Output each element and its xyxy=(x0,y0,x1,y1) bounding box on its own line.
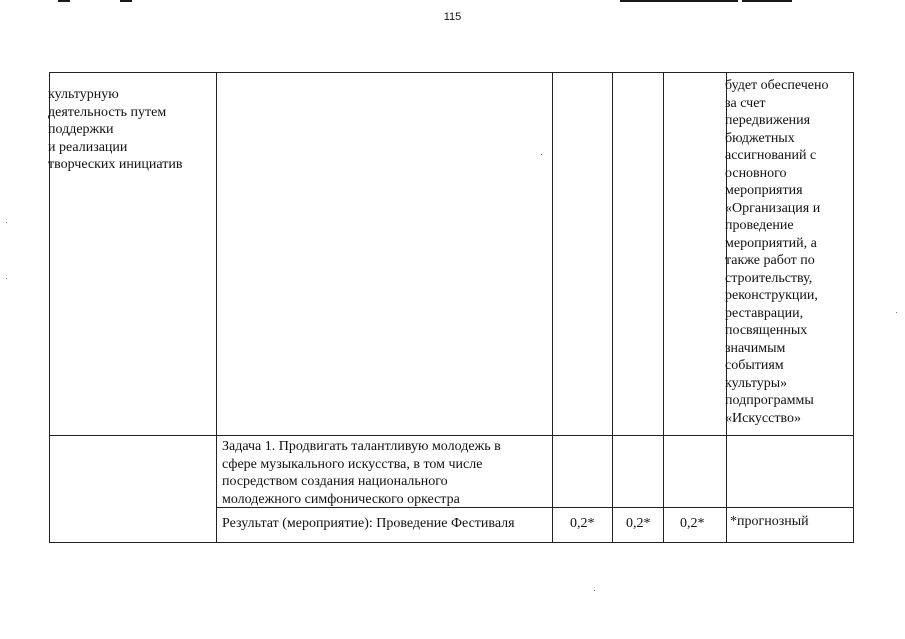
note-line: также работ по xyxy=(725,253,815,268)
column-divider xyxy=(612,73,613,542)
result-value: 0,2* xyxy=(680,516,705,531)
result-value: 0,2* xyxy=(570,516,595,531)
task-line: Задача 1. Продвигать талантливую молодежь в xyxy=(222,439,501,454)
note-line: «Искусство» xyxy=(725,410,801,426)
note-line: бюджетных xyxy=(725,130,795,146)
goal-cell xyxy=(48,86,213,174)
scan-speck xyxy=(6,278,7,279)
note-line: подпрограммы xyxy=(725,393,814,408)
result-label: Результат (мероприятие): Проведение Фестиваля xyxy=(222,516,515,531)
goal-line: творческих инициатив xyxy=(48,157,183,172)
task-line: посредством создания национального xyxy=(222,474,448,489)
goal-line: деятельность путем xyxy=(48,104,167,120)
note-line: событиям xyxy=(725,358,784,373)
task-line: сфере музыкального искусства, в том числе xyxy=(222,456,483,472)
result-note: *прогнозный xyxy=(730,514,809,529)
column-divider xyxy=(552,73,553,542)
note-line: культуры» xyxy=(725,375,788,391)
cropped-top-fragments xyxy=(0,0,905,6)
scan-speck xyxy=(896,312,897,313)
column-divider xyxy=(663,73,664,542)
note-line: реконструкции, xyxy=(725,288,818,303)
task-cell xyxy=(222,438,552,508)
result-value: 0,2* xyxy=(626,516,651,531)
note-line: будет обеспечено xyxy=(725,78,829,93)
note-line: основного xyxy=(725,165,787,181)
goal-line: поддержки xyxy=(48,122,114,137)
page-number: 115 xyxy=(443,11,462,23)
note-line: мероприятия xyxy=(725,183,803,198)
note-line: строительству, xyxy=(725,270,813,286)
note-line: проведение xyxy=(725,218,794,233)
scan-speck xyxy=(541,154,542,155)
note-line: ассигнований с xyxy=(725,148,817,163)
task-line: молодежного симфонического оркестра xyxy=(222,491,460,507)
note-line: передвижения xyxy=(725,113,811,128)
note-line: за счет xyxy=(725,95,766,111)
note-cell xyxy=(725,77,853,427)
note-line: мероприятий, а xyxy=(725,235,817,251)
program-table xyxy=(49,72,854,543)
note-line: реставрации, xyxy=(725,305,804,321)
row-divider xyxy=(50,435,853,436)
note-line: «Организация и xyxy=(725,200,821,216)
note-line: значимым xyxy=(725,340,786,356)
scan-speck xyxy=(594,590,595,591)
goal-line: культурную xyxy=(48,87,119,102)
scan-speck xyxy=(6,222,7,223)
column-divider xyxy=(216,73,217,542)
note-line: посвященных xyxy=(725,323,808,338)
goal-line: и реализации xyxy=(48,139,128,155)
